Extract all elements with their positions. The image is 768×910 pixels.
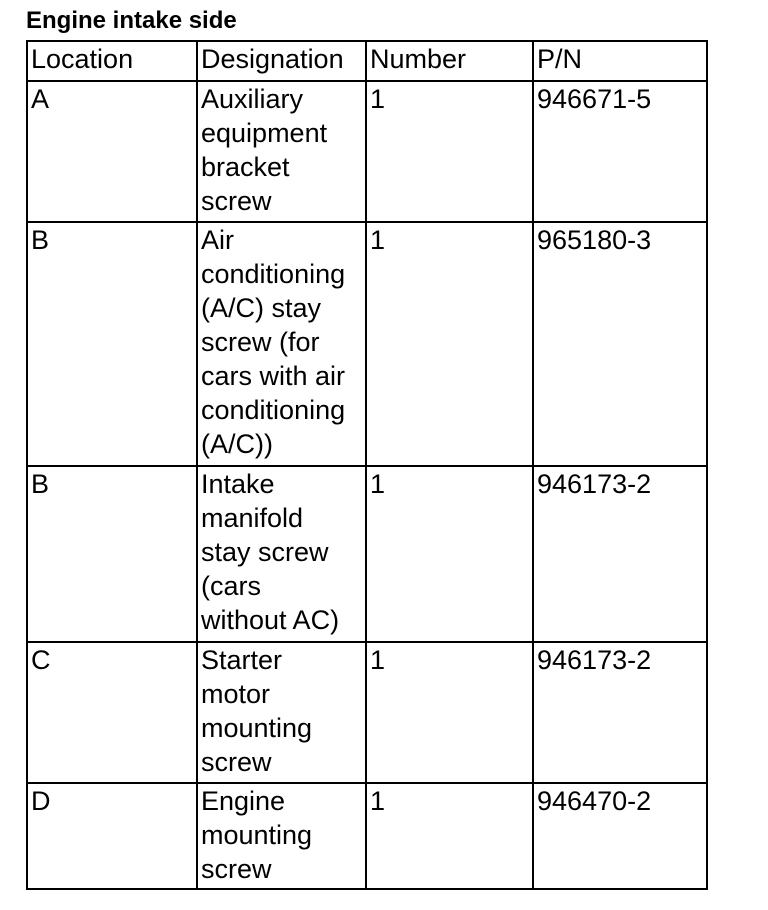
header-number: Number — [366, 41, 533, 81]
table-header-row — [27, 41, 707, 81]
header-location: Location — [27, 41, 197, 81]
parts-table — [26, 40, 708, 890]
cell-designation: Engine mounting screw — [197, 783, 366, 889]
cell-pn: 946173-2 — [533, 642, 707, 783]
table-row — [27, 466, 707, 642]
cell-location: A — [27, 81, 197, 222]
cell-pn: 946671-5 — [533, 81, 707, 222]
cell-number: 1 — [366, 466, 533, 642]
header-designation: Designation — [197, 41, 366, 81]
cell-number: 1 — [366, 783, 533, 889]
cell-location: B — [27, 222, 197, 466]
cell-pn: 946470-2 — [533, 783, 707, 889]
cell-number: 1 — [366, 642, 533, 783]
header-pn: P/N — [533, 41, 707, 81]
document-title: Engine intake side — [26, 7, 237, 34]
cell-pn: 946173-2 — [533, 466, 707, 642]
cell-designation: Auxiliary equipment bracket screw — [197, 81, 366, 222]
document — [26, 4, 706, 890]
cell-location: B — [27, 466, 197, 642]
table-row — [27, 783, 707, 889]
table-row — [27, 81, 707, 222]
cell-designation: Starter motor mounting screw — [197, 642, 366, 783]
cell-pn: 965180-3 — [533, 222, 707, 466]
cell-location: C — [27, 642, 197, 783]
cell-location: D — [27, 783, 197, 889]
table-row — [27, 222, 707, 466]
cell-number: 1 — [366, 81, 533, 222]
cell-designation: Intake manifold stay screw (cars without AC) — [197, 466, 366, 642]
cell-designation: Air conditioning (A/C) stay screw (for cars with air conditioning (A/C)) — [197, 222, 366, 466]
cell-number: 1 — [366, 222, 533, 466]
table-row — [27, 642, 707, 783]
